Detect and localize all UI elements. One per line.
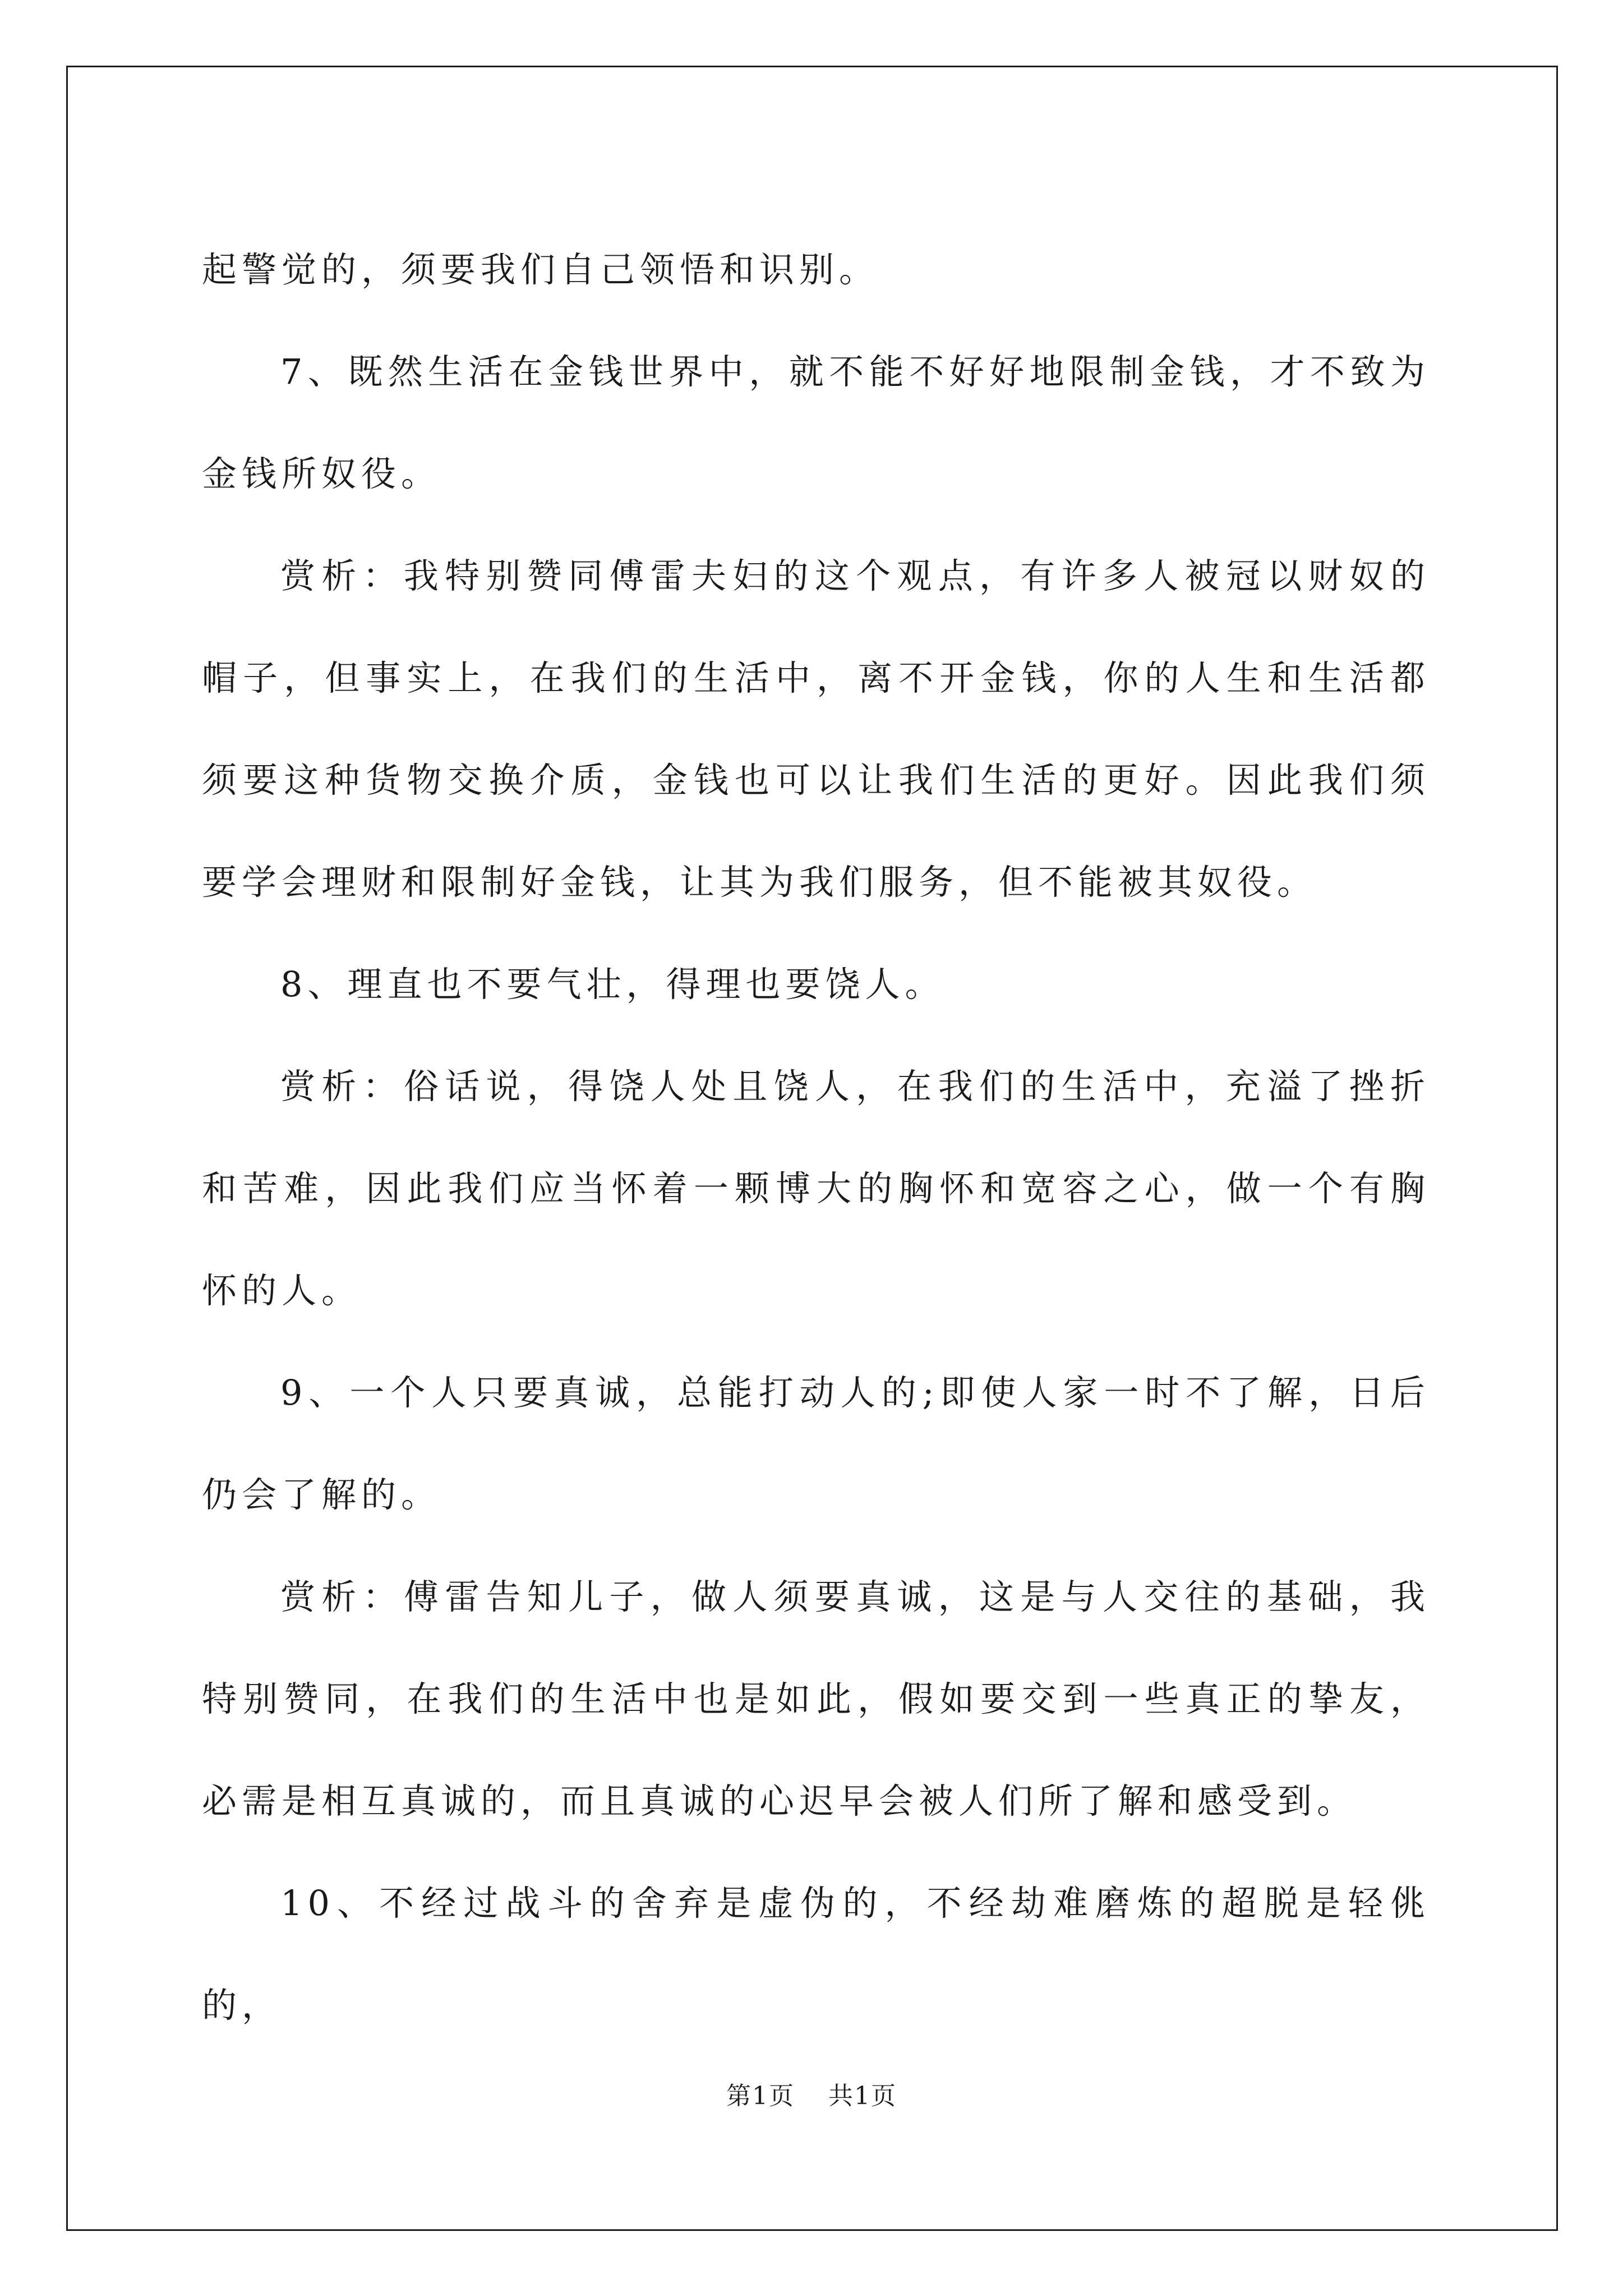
page-number: 第1页 bbox=[726, 2082, 795, 2110]
page-total: 共1页 bbox=[828, 2082, 897, 2110]
paragraph-6: 9、一个人只要真诚，总能打动人的;即使人家一时不了解，日后仍会了解的。 bbox=[202, 1372, 1430, 1515]
document-body bbox=[202, 219, 1430, 2056]
paragraph-4: 8、理直也不要气壮，得理也要饶人。 bbox=[280, 964, 945, 1005]
page-footer bbox=[0, 2076, 1623, 2111]
paragraph-7: 赏析：傅雷告知儿子，做人须要真诚，这是与人交往的基础，我特别赞同，在我们的生活中也是如此，假如要交到一些真正的挚友，必需是相互真诚的，而且真诚的心迟早会被人们所了解和感受到。 bbox=[202, 1576, 1430, 1821]
paragraph-8: 10、不经过战斗的舍弃是虚伪的，不经劫难磨炼的超脱是轻佻的， bbox=[202, 1883, 1430, 2026]
paragraph-2: 7、既然生活在金钱世界中，就不能不好好地限制金钱，才不致为金钱所奴役。 bbox=[202, 351, 1430, 494]
paragraph-3: 赏析：我特别赞同傅雷夫妇的这个观点，有许多人被冠以财奴的帽子，但事实上，在我们的生活中，离不开金钱，你的人生和生活都须要这种货物交换介质，金钱也可以让我们生活的更好。因此我们须要学会理财和限制好金钱，让其为我们服务，但不能被其奴役。 bbox=[202, 555, 1430, 903]
paragraph-5: 赏析：俗话说，得饶人处且饶人，在我们的生活中，充溢了挫折和苦难，因此我们应当怀着一颗博大的胸怀和宽容之心，做一个有胸怀的人。 bbox=[202, 1066, 1430, 1311]
paragraph-1: 起警觉的，须要我们自己领悟和识别。 bbox=[202, 249, 879, 290]
